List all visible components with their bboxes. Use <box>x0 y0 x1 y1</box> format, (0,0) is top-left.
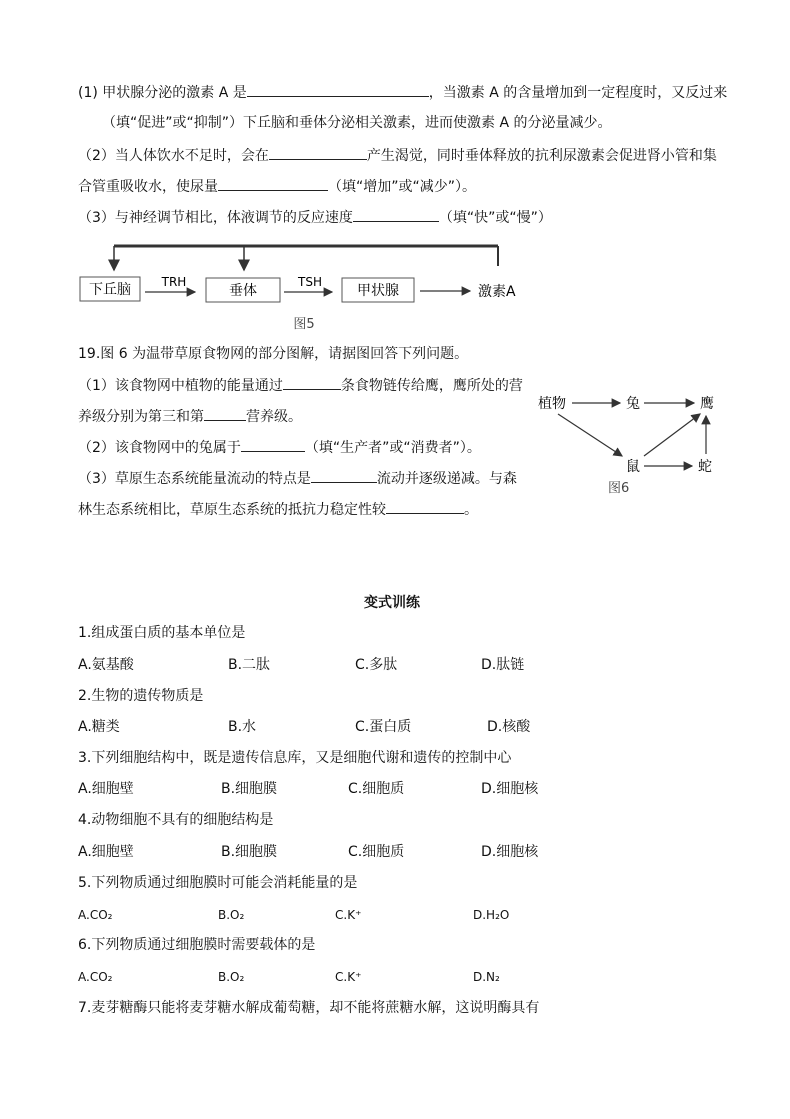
question-6-stem: 6.下列物质通过细胞膜时需要载体的是 <box>78 937 316 953</box>
q18-blank-3[interactable] <box>218 176 328 191</box>
question-5-option-b[interactable]: B.O₂ <box>218 908 245 922</box>
question-2-stem: 2.生物的遗传物质是 <box>78 688 204 704</box>
question-2-option-d[interactable]: D.核酸 <box>487 719 531 735</box>
q18-p1-text-b: ，当激素 A 的含量增加到一定程度时，又反过来 <box>428 85 728 101</box>
q19-intro: 19.图 6 为温带草原食物网的部分图解，请据图回答下列问题。 <box>78 346 469 362</box>
question-1-stem: 1.组成蛋白质的基本单位是 <box>78 625 246 641</box>
question-6-option-c[interactable]: C.K⁺ <box>335 970 362 984</box>
label-tsh: TSH <box>298 275 322 289</box>
q19-p1-text-c: 养级分别为第三和第 <box>78 409 204 425</box>
q19-line3 <box>78 437 481 458</box>
node-snake: 蛇 <box>698 459 712 475</box>
q19-blank-5[interactable] <box>386 499 464 514</box>
question-3-option-d[interactable]: D.细胞核 <box>481 781 539 797</box>
question-4-option-a[interactable]: A.细胞壁 <box>78 844 134 860</box>
q19-line5 <box>78 499 478 520</box>
q19-blank-2[interactable] <box>204 406 246 421</box>
figure-5-caption: 图5 <box>293 317 315 332</box>
question-4-option-b[interactable]: B.细胞膜 <box>221 844 278 860</box>
q18-line3 <box>78 145 717 166</box>
q18-p3-text-b: （填“快”或“慢”） <box>438 210 552 226</box>
question-2-option-c[interactable]: C.蛋白质 <box>355 719 412 735</box>
question-3-option-c[interactable]: C.细胞质 <box>348 781 405 797</box>
q19-p1-text-b: 条食物链传给鹰，鹰所处的营 <box>340 378 523 394</box>
figure-5-diagram <box>70 240 540 335</box>
question-4-stem: 4.动物细胞不具有的细胞结构是 <box>78 812 274 828</box>
q19-blank-4[interactable] <box>311 468 377 483</box>
arrow-plant-mouse <box>558 414 622 456</box>
question-5-option-c[interactable]: C.K⁺ <box>335 908 362 922</box>
question-6-option-b[interactable]: B.O₂ <box>218 970 245 984</box>
q19-p3-text-b: 流动并逐级递减。与森 <box>376 471 517 487</box>
question-1-option-a[interactable]: A.氨基酸 <box>78 657 134 673</box>
section-title: 变式训练 <box>364 595 420 611</box>
question-2-option-b[interactable]: B.水 <box>228 719 257 735</box>
node-mouse: 鼠 <box>626 459 640 475</box>
question-1-option-b[interactable]: B.二肽 <box>228 657 271 673</box>
node-eagle: 鹰 <box>700 396 714 412</box>
q18-line5 <box>78 207 552 228</box>
question-6-option-a[interactable]: A.CO₂ <box>78 970 113 984</box>
q18-blank-2[interactable] <box>269 145 367 160</box>
q18-p2-text-c: 合管重吸收水，使尿量 <box>78 179 218 195</box>
node-hypothalamus: 下丘脑 <box>89 282 131 298</box>
node-pituitary: 垂体 <box>229 283 257 299</box>
q19-line4 <box>78 468 517 489</box>
q18-blank-4[interactable] <box>353 207 439 222</box>
question-2-option-a[interactable]: A.糖类 <box>78 719 120 735</box>
q19-p1-text-a: （1）该食物网中植物的能量通过 <box>78 378 283 394</box>
figure-6-caption: 图6 <box>608 481 630 496</box>
q18-p1-text-a: (1) 甲状腺分泌的激素 A 是 <box>78 85 247 101</box>
question-3-option-a[interactable]: A.细胞壁 <box>78 781 134 797</box>
q18-blank-1[interactable] <box>247 82 429 97</box>
question-5-option-d[interactable]: D.H₂O <box>473 908 510 922</box>
q19-p1-text-d: 营养级。 <box>246 409 302 425</box>
q18-p2-text-a: （2）当人体饮水不足时，会在 <box>78 148 269 164</box>
question-4-option-c[interactable]: C.细胞质 <box>348 844 405 860</box>
question-3-option-b[interactable]: B.细胞膜 <box>221 781 278 797</box>
q18-line2 <box>102 113 612 133</box>
q19-p3-text-c: 林生态系统相比，草原生态系统的抵抗力稳定性较 <box>78 502 386 518</box>
q19-p3-text-a: （3）草原生态系统能量流动的特点是 <box>78 471 311 487</box>
arrow-mouse-eagle <box>644 414 700 456</box>
q19-p3-text-d: 。 <box>464 502 478 518</box>
q18-p1-text-c: （填“促进”或“抑制”）下丘脑和垂体分泌相关激素，进而使激素 A 的分泌量减少。 <box>102 115 612 131</box>
node-plant: 植物 <box>538 396 566 412</box>
question-5-stem: 5.下列物质通过细胞膜时可能会消耗能量的是 <box>78 875 358 891</box>
q18-line4 <box>78 176 476 197</box>
q19-line2 <box>78 406 302 427</box>
node-hormone-a: 激素A <box>478 284 516 300</box>
question-1-option-c[interactable]: C.多肽 <box>355 657 398 673</box>
q19-p2-text-a: （2）该食物网中的兔属于 <box>78 440 241 456</box>
q19-blank-1[interactable] <box>283 375 341 390</box>
question-4-option-d[interactable]: D.细胞核 <box>481 844 539 860</box>
q18-p2-text-b: 产生渴觉，同时垂体释放的抗利尿激素会促进肾小管和集 <box>366 148 717 164</box>
q19-line1 <box>78 375 523 396</box>
question-7-stem: 7.麦芽糖酶只能将麦芽糖水解成葡萄糖，却不能将蔗糖水解，这说明酶具有 <box>78 1000 540 1016</box>
q18-p2-text-d: （填“增加”或“减少”）。 <box>328 179 477 195</box>
question-6-option-d[interactable]: D.N₂ <box>473 970 500 984</box>
q19-p2-text-b: （填“生产者”或“消费者”）。 <box>304 440 481 456</box>
q19-blank-3[interactable] <box>241 437 305 452</box>
figure-6-diagram <box>534 388 734 500</box>
question-5-option-a[interactable]: A.CO₂ <box>78 908 113 922</box>
node-thyroid: 甲状腺 <box>357 283 399 299</box>
label-trh: TRH <box>161 275 187 289</box>
question-1-option-d[interactable]: D.肽链 <box>481 657 525 673</box>
q18-p3-text-a: （3）与神经调节相比，体液调节的反应速度 <box>78 210 353 226</box>
q18-line1 <box>78 82 727 103</box>
question-3-stem: 3.下列细胞结构中，既是遗传信息库，又是细胞代谢和遗传的控制中心 <box>78 750 512 766</box>
node-rabbit: 兔 <box>626 396 640 412</box>
